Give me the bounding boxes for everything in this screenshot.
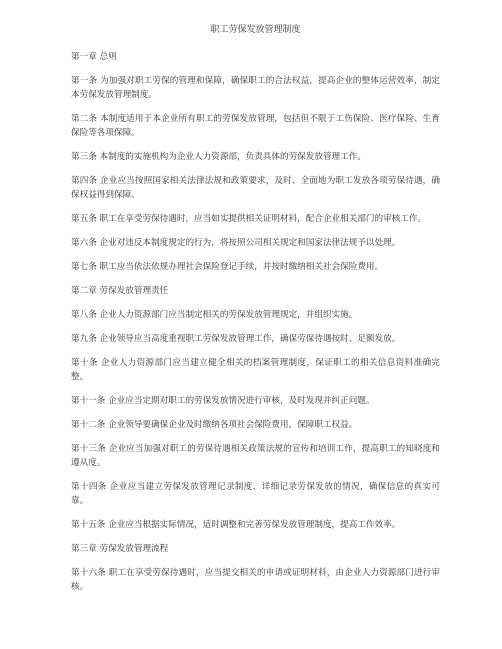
article-paragraph: 第十一条 企业应当定期对职工的劳保发放情况进行审核，及时发现并纠正问题。: [71, 396, 375, 406]
chapter-heading: 第三章 劳保发放管理流程: [71, 544, 169, 554]
article-paragraph: 第四条 企业应当按照国家相关法律法规和政策要求，及时、全面地为职工发放各项劳保待遇，确保权益得到保障。: [71, 176, 440, 200]
article-paragraph: 第十二条 企业领导要确保企业及时缴纳各项社会保险费用，保障职工权益。: [71, 420, 358, 430]
chapter-heading: 第一章 总则: [71, 52, 117, 62]
article-paragraph: 第五条 职工在享受劳保待遇时，应当如实提供相关证明材料，配合企业相关部门的审核工作。: [71, 214, 427, 224]
article-paragraph: 第二条 本制度适用于本企业所有职工的劳保发放管理，包括但不限于工伤保险、医疗保险、生育保险等各项保障。: [71, 114, 440, 138]
document-title: 职工劳保发放管理制度: [210, 25, 301, 35]
article-paragraph: 第三条 本制度的实施机构为企业人力资源部，负责具体的劳保发放管理工作。: [71, 152, 366, 162]
article-paragraph: 第十条 企业人力资源部门应当建立健全相关的档案管理制度，保证职工的相关信息资料准确完整。: [71, 358, 440, 382]
article-paragraph: 第十三条 企业应当加强对职工的劳保待遇相关政策法规的宣传和培训工作，提高职工的知晓度和遵从度。: [71, 444, 440, 468]
article-paragraph: 第十五条 企业应当根据实际情况，适时调整和完善劳保发放管理制度，提高工作效率。: [71, 520, 401, 530]
article-paragraph: 第一条 为加强对职工劳保的管理和保障，确保职工的合法权益，提高企业的整体运营效率，制定本劳保发放管理制度。: [71, 76, 440, 100]
article-paragraph: 第七条 职工应当依法依规办理社会保险登记手续，并按时缴纳相关社会保险费用。: [71, 262, 384, 272]
chapter-heading: 第二章 劳保发放管理责任: [71, 286, 169, 296]
article-paragraph: 第六条 企业对违反本制度规定的行为，将按照公司相关规定和国家法律法规予以处理。: [71, 238, 401, 248]
article-paragraph: 第八条 企业人力资源部门应当制定相关的劳保发放管理规定，并组织实施。: [71, 310, 358, 320]
article-paragraph: 第九条 企业领导应当高度重视职工劳保发放管理工作，确保劳保待遇按时、足额发放。: [71, 334, 401, 344]
article-paragraph: 第十四条 企业应当建立劳保发放管理记录制度，详细记录劳保发放的情况，确保信息的真实可靠。: [71, 482, 440, 506]
article-paragraph: 第十六条 职工在享受劳保待遇时，应当提交相关的申请或证明材料，由企业人力资源部门进行审核。: [71, 568, 440, 592]
